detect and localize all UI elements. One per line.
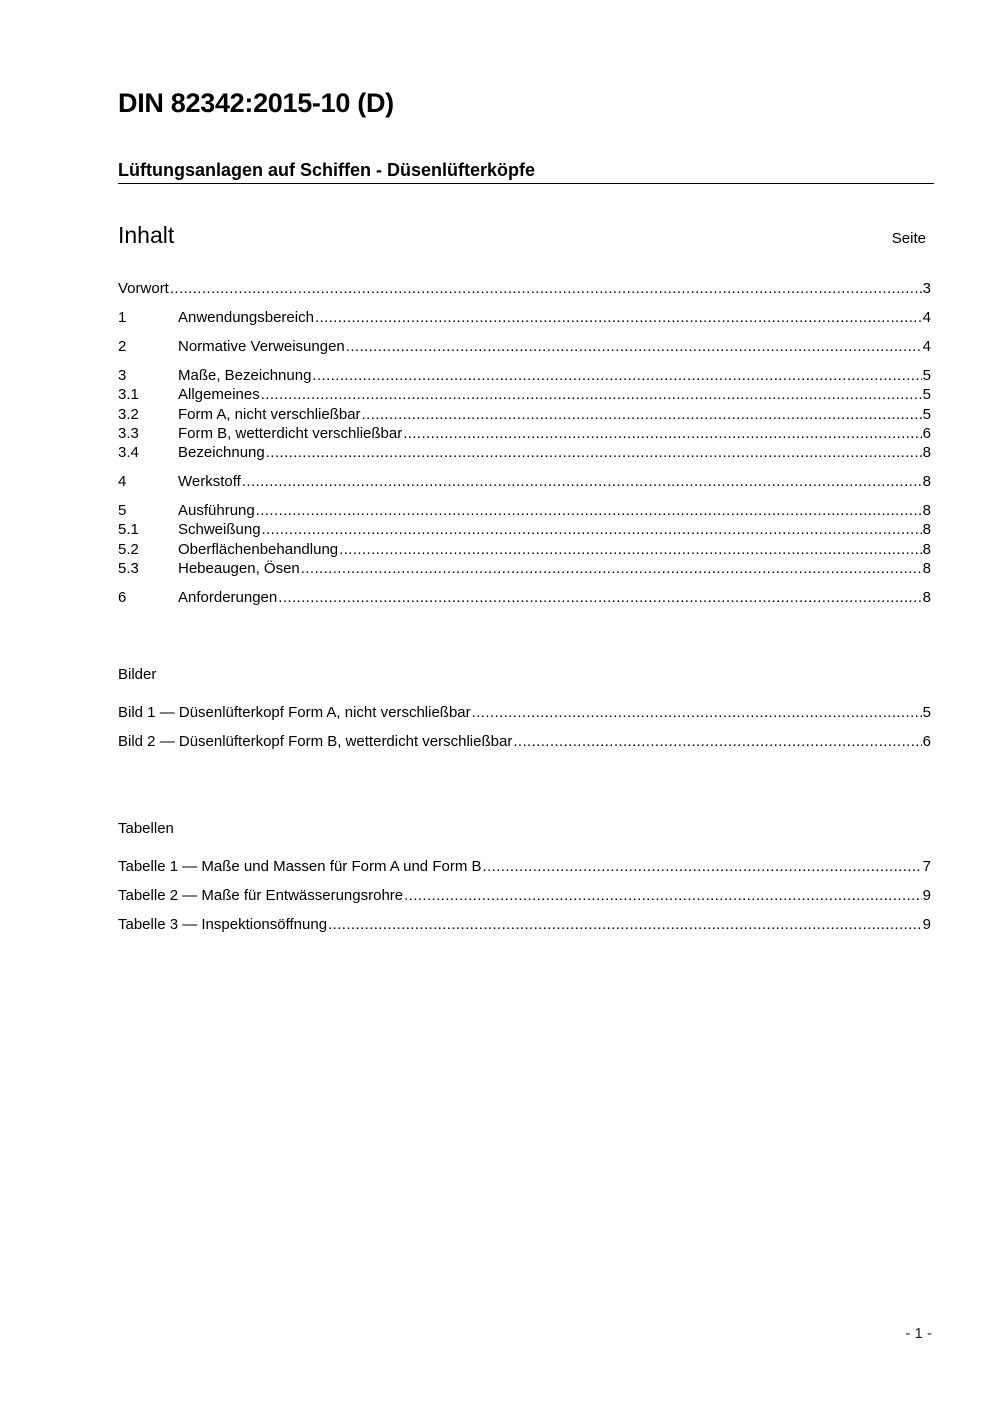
dot-leader: [472, 703, 922, 722]
toc-entry-label: Anwendungsbereich: [178, 309, 314, 326]
toc-entry-page: 8: [922, 541, 931, 558]
toc-entry-number: 3.1: [118, 386, 139, 403]
toc-entry-page: 3: [922, 280, 931, 297]
table-entry-label: Tabelle 1 — Maße und Massen für Form A und Form B: [118, 858, 482, 875]
table-entry[interactable]: [118, 857, 931, 876]
table-entry-page: 9: [922, 916, 931, 933]
toc-entry-page: 8: [922, 589, 931, 606]
toc-entry-label: Form A, nicht verschließbar: [178, 406, 361, 423]
tables-heading: Tabellen: [118, 820, 174, 837]
toc-entry-number: 5.3: [118, 560, 139, 577]
toc-entry[interactable]: [118, 366, 931, 385]
table-entry-page: 7: [922, 858, 931, 875]
dot-leader: [315, 308, 922, 327]
dot-leader: [513, 732, 921, 751]
dot-leader: [403, 424, 921, 443]
toc-entry-number: 3.3: [118, 425, 139, 442]
dot-leader: [404, 886, 922, 905]
toc-entry-number: 4: [118, 473, 127, 490]
toc-entry[interactable]: [118, 424, 931, 443]
toc-entry-number: 5: [118, 502, 127, 519]
dot-leader: [261, 385, 922, 404]
document-id: DIN 82342:2015-10 (D): [118, 88, 394, 118]
dot-leader: [262, 520, 922, 539]
toc-entry-label: Vorwort: [118, 280, 169, 297]
toc-entry[interactable]: [118, 520, 931, 539]
toc-entry-number: 2: [118, 338, 127, 355]
dot-leader: [346, 337, 922, 356]
toc-entry-page: 8: [922, 473, 931, 490]
toc-entry[interactable]: [118, 405, 931, 424]
toc-entry-number: 3.4: [118, 444, 139, 461]
dot-leader: [170, 279, 922, 298]
toc-entry[interactable]: [118, 337, 931, 356]
toc-entry-number: 5.2: [118, 541, 139, 558]
toc-entry-page: 5: [922, 386, 931, 403]
toc-entry-page: 5: [922, 367, 931, 384]
toc-entry-page: 5: [922, 406, 931, 423]
dot-leader: [242, 472, 922, 491]
toc-entry-label: Allgemeines: [178, 386, 260, 403]
toc-entry-label: Bezeichnung: [178, 444, 265, 461]
table-entry-label: Tabelle 2 — Maße für Entwässerungsrohre: [118, 887, 404, 904]
toc-entry-page: 6: [922, 425, 931, 442]
toc-entry[interactable]: [118, 501, 931, 520]
toc-heading: Inhalt: [118, 222, 175, 248]
toc-entry-page: 4: [922, 309, 931, 326]
toc-entry-label: Schweißung: [178, 521, 261, 538]
figure-entry-label: Bild 2 — Düsenlüfterkopf Form B, wetterdicht verschließbar: [118, 733, 513, 750]
dot-leader: [256, 501, 922, 520]
toc-entry-number: 1: [118, 309, 127, 326]
table-entry[interactable]: [118, 915, 931, 934]
dot-leader: [328, 915, 922, 934]
table-entry-page: 9: [922, 887, 931, 904]
dot-leader: [339, 540, 922, 559]
dot-leader: [266, 443, 922, 462]
toc-entry-page: 8: [922, 444, 931, 461]
toc-entry[interactable]: [118, 588, 931, 607]
dot-leader: [312, 366, 921, 385]
toc-entry-page: 8: [922, 521, 931, 538]
dot-leader: [301, 559, 922, 578]
toc-entry-label: Normative Verweisungen: [178, 338, 345, 355]
dot-leader: [362, 405, 922, 424]
toc-entry[interactable]: [118, 279, 931, 298]
toc-entry-number: 3.2: [118, 406, 139, 423]
toc-entry-label: Form B, wetterdicht verschließbar: [178, 425, 403, 442]
toc-entry-number: 3: [118, 367, 127, 384]
toc-entry-label: Hebeaugen, Ösen: [178, 560, 300, 577]
figure-entry[interactable]: [118, 703, 931, 722]
toc-entry-number: 6: [118, 589, 127, 606]
figure-entry-page: 5: [922, 704, 931, 721]
dot-leader: [278, 588, 921, 607]
figure-entry[interactable]: [118, 732, 931, 751]
page-column-label: Seite: [891, 230, 926, 247]
figure-entry-label: Bild 1 — Düsenlüfterkopf Form A, nicht verschließbar: [118, 704, 471, 721]
figures-heading: Bilder: [118, 666, 157, 683]
toc-entry[interactable]: [118, 385, 931, 404]
toc-entry-page: 4: [922, 338, 931, 355]
table-entry[interactable]: [118, 886, 931, 905]
page-number: - 1 -: [905, 1325, 932, 1342]
toc-entry-label: Maße, Bezeichnung: [178, 367, 312, 384]
toc-entry-label: Ausführung: [178, 502, 255, 519]
toc-entry-number: 5.1: [118, 521, 139, 538]
toc-entry-page: 8: [922, 502, 931, 519]
toc-entry-label: Werkstoff: [178, 473, 241, 490]
toc-entry-label: Anforderungen: [178, 589, 278, 606]
toc-entry[interactable]: [118, 472, 931, 491]
toc-entry[interactable]: [118, 540, 931, 559]
toc-entry[interactable]: [118, 308, 931, 327]
toc-entry[interactable]: [118, 443, 931, 462]
toc-entry-page: 8: [922, 560, 931, 577]
dot-leader: [483, 857, 922, 876]
table-entry-label: Tabelle 3 — Inspektionsöffnung: [118, 916, 328, 933]
document-title: Lüftungsanlagen auf Schiffen - Düsenlüfterköpfe: [118, 160, 536, 180]
figure-entry-page: 6: [922, 733, 931, 750]
title-divider: [118, 183, 934, 184]
toc-entry-label: Oberflächenbehandlung: [178, 541, 339, 558]
toc-entry[interactable]: [118, 559, 931, 578]
